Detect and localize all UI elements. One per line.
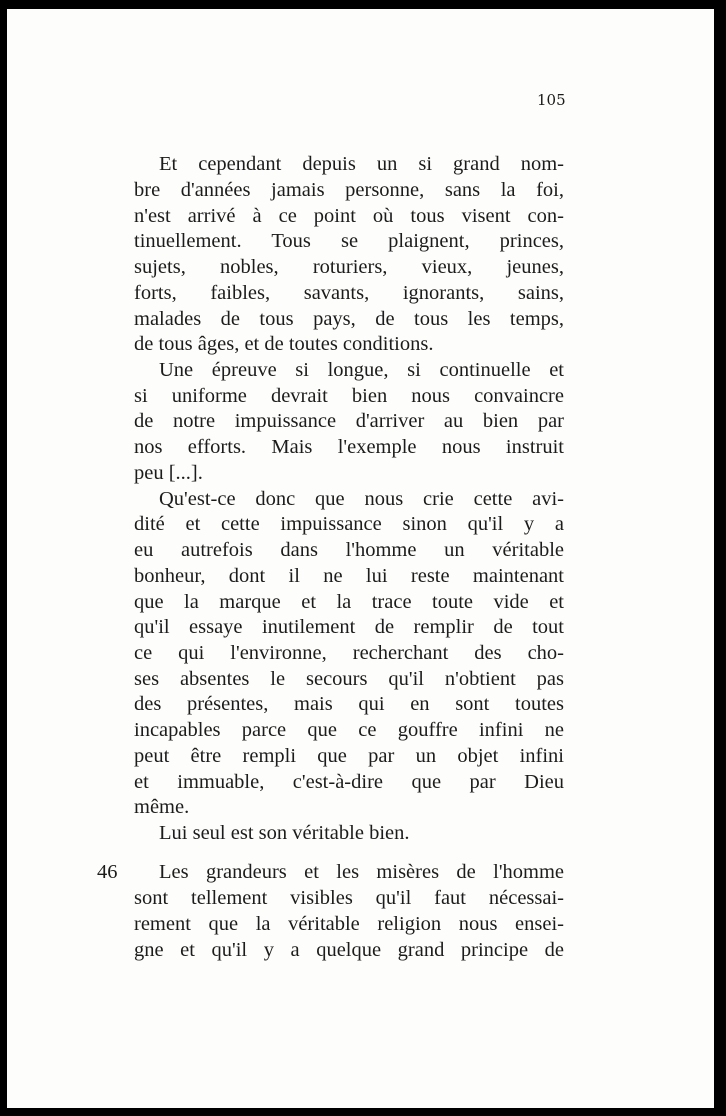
text-line: malades de tous pays, de tous les temps, (134, 308, 564, 330)
text-line: bonheur, dont il ne lui reste maintenant (134, 565, 564, 587)
book-page (7, 9, 714, 1108)
text-line: des présentes, mais qui en sont toutes (134, 693, 564, 715)
text-line: bre d'années jamais personne, sans la foi, (134, 179, 564, 201)
text-line: ce qui l'environne, recherchant des cho- (134, 642, 564, 664)
text-line: eu autrefois dans l'homme un véritable (134, 539, 564, 561)
text-line: même. (134, 796, 190, 818)
section-number: 46 (97, 861, 118, 883)
text-line: et immuable, c'est-à-dire que par Dieu (134, 771, 564, 793)
text-line: Les grandeurs et les misères de l'homme (159, 861, 564, 883)
text-line: Lui seul est son véritable bien. (159, 822, 410, 844)
text-line: forts, faibles, savants, ignorants, sains, (134, 282, 564, 304)
text-line: dité et cette impuissance sinon qu'il y a (134, 513, 564, 535)
text-line: peut être rempli que par un objet infini (134, 745, 564, 767)
text-line: peu [...]. (134, 462, 203, 484)
text-line: gne et qu'il y a quelque grand principe de (134, 939, 564, 961)
text-line: si uniforme devrait bien nous convaincre (134, 385, 564, 407)
text-line: incapables parce que ce gouffre infini ne (134, 719, 564, 741)
text-line: de tous âges, et de toutes conditions. (134, 333, 434, 355)
text-line: qu'il essaye inutilement de remplir de tout (134, 616, 564, 638)
text-line: Une épreuve si longue, si continuelle et (159, 359, 564, 381)
text-line: Qu'est-ce donc que nous crie cette avi- (159, 488, 564, 510)
text-line: sont tellement visibles qu'il faut nécessai- (134, 887, 564, 909)
text-line: que la marque et la trace toute vide et (134, 591, 564, 613)
text-line: de notre impuissance d'arriver au bien par (134, 410, 564, 432)
text-line: Et cependant depuis un si grand nom- (159, 153, 564, 175)
text-line: ses absentes le secours qu'il n'obtient pas (134, 668, 564, 690)
text-line: sujets, nobles, roturiers, vieux, jeunes, (134, 256, 564, 278)
text-line: rement que la véritable religion nous ensei- (134, 913, 564, 935)
text-line: nos efforts. Mais l'exemple nous instruit (134, 436, 564, 458)
page-number: 105 (537, 91, 566, 109)
text-line: n'est arrivé à ce point où tous visent con- (134, 205, 564, 227)
text-line: tinuellement. Tous se plaignent, princes, (134, 230, 564, 252)
